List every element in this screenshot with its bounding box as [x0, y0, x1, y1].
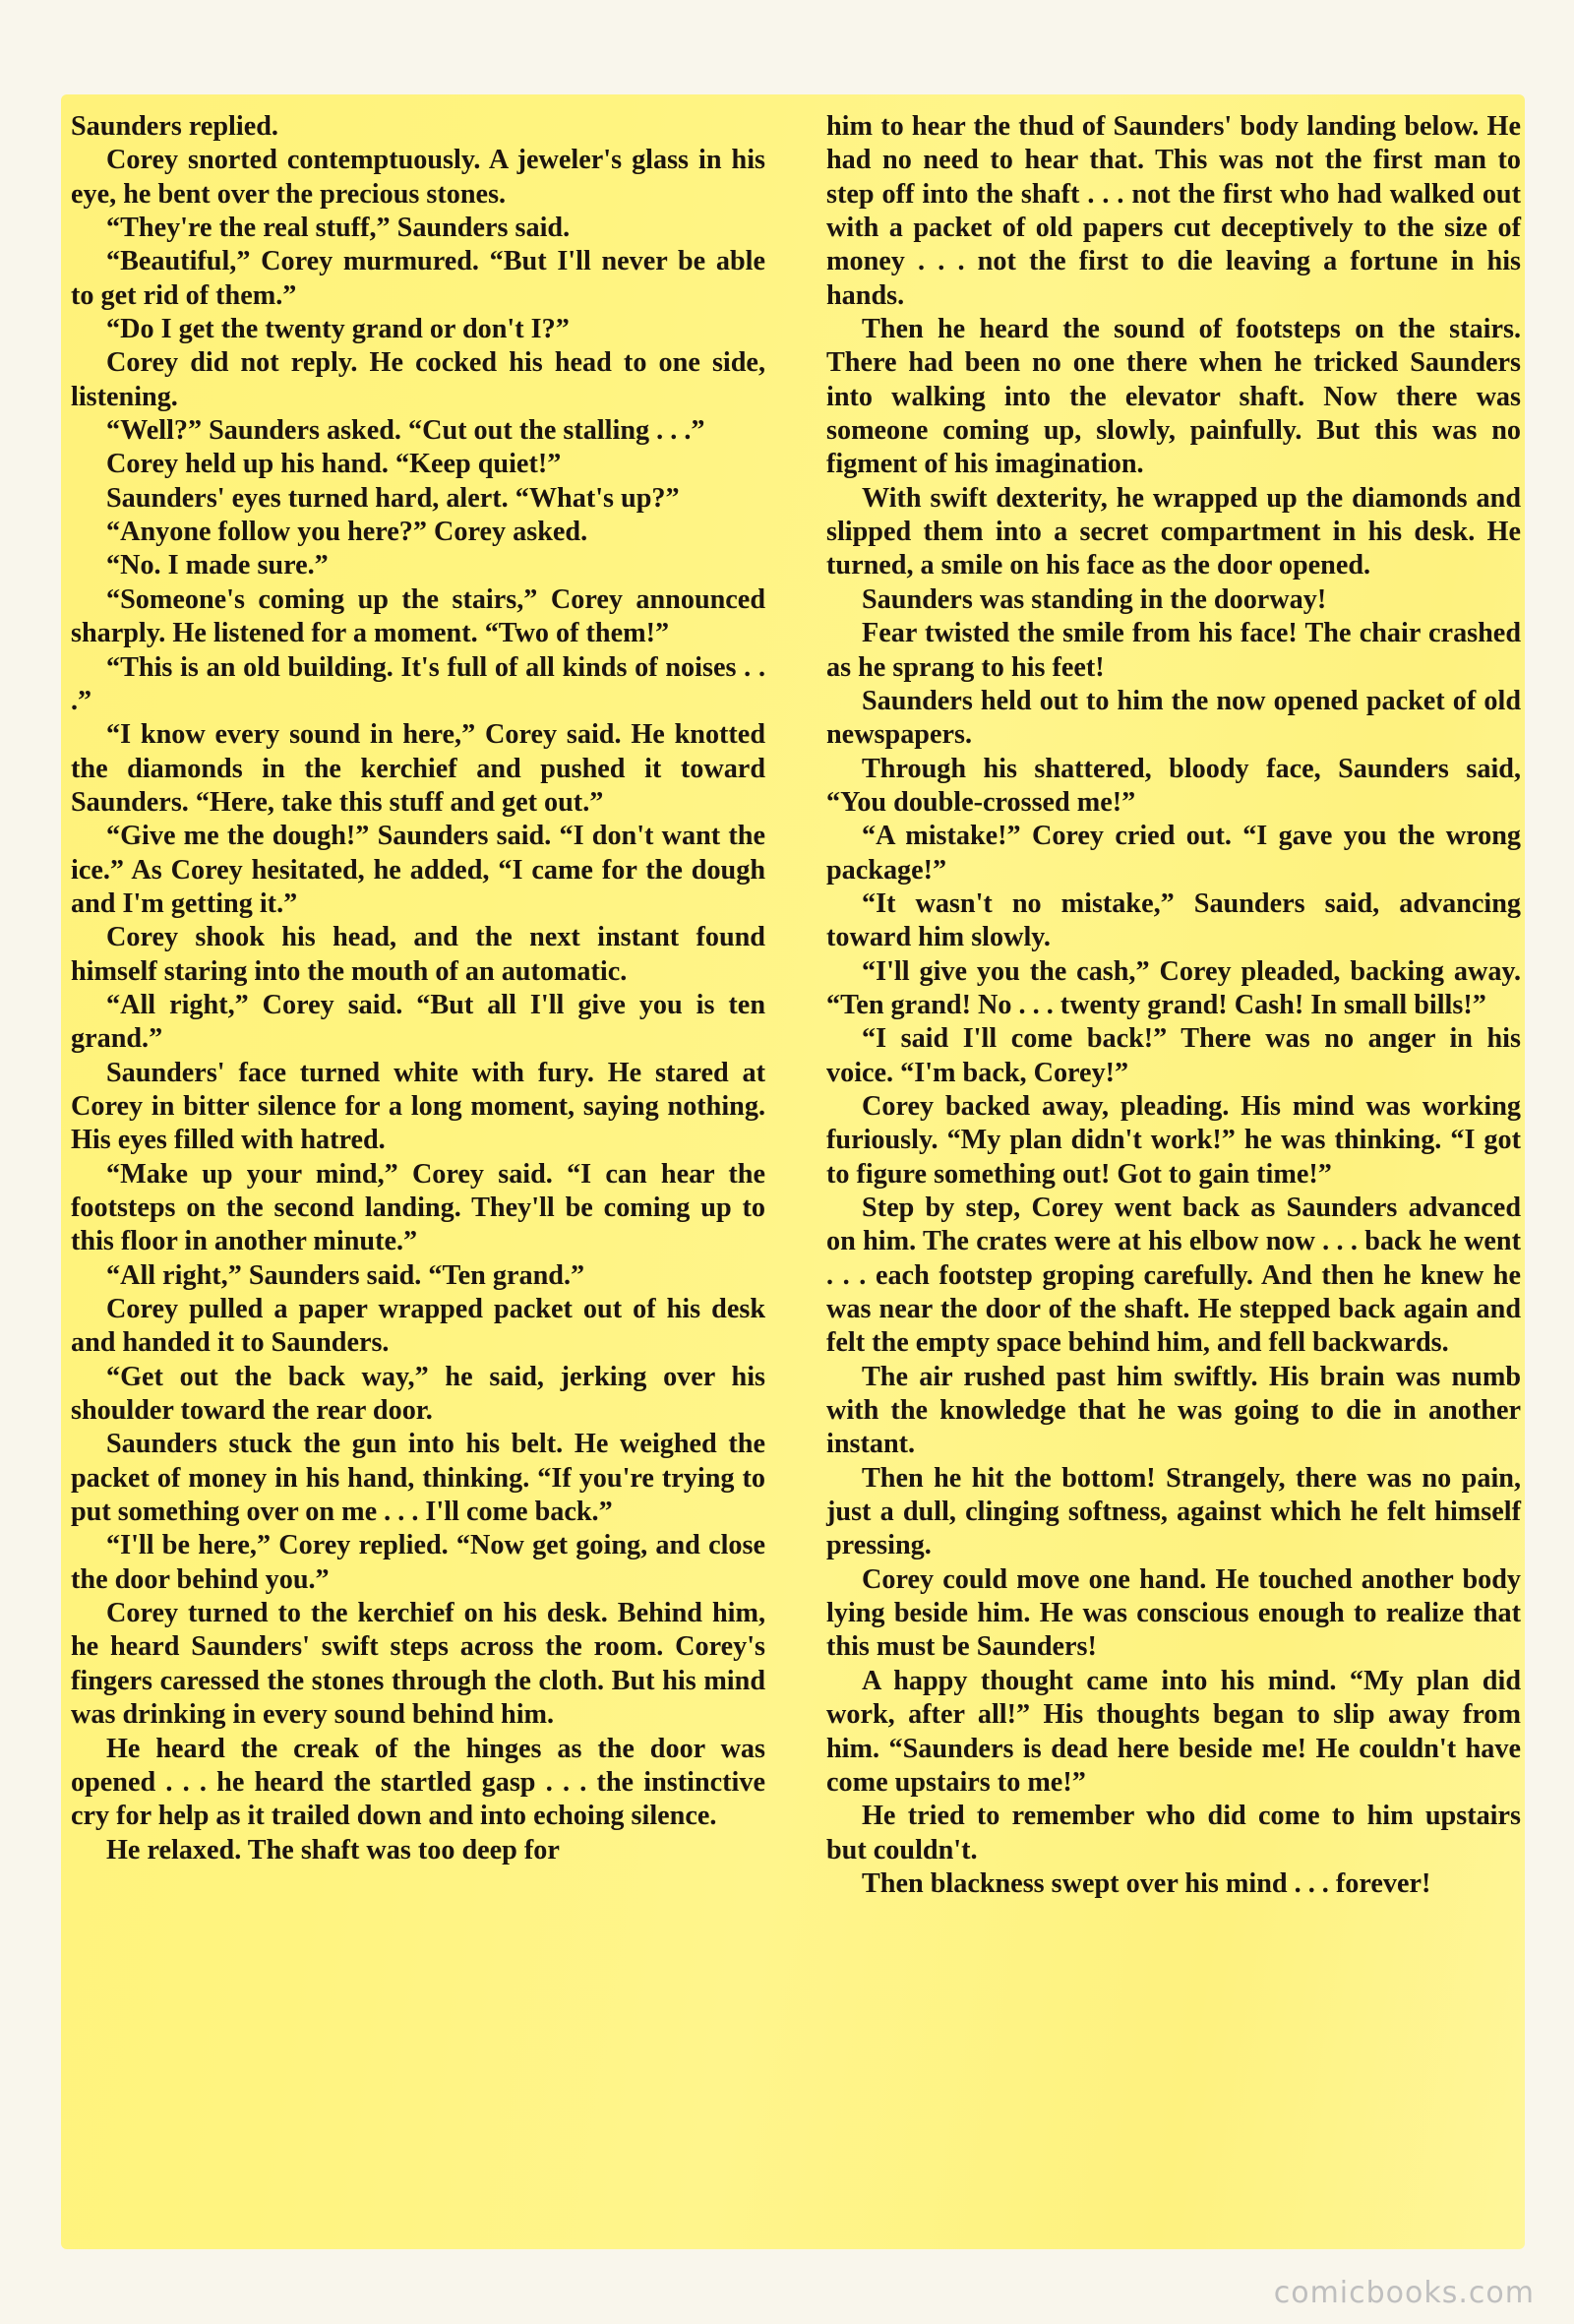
paragraph: He relaxed. The shaft was too deep for	[106, 1834, 560, 1865]
paragraph: Corey pulled a paper wrapped packet out of his desk and handed it to Saunders.	[71, 1294, 765, 1359]
paragraph: Saunders stuck the gun into his belt. He weighed the packet of money in his hand, thinking. “If you're trying to put something over on me . . . I'll come back.”	[71, 1429, 765, 1528]
paragraph: Then blackness swept over his mind . . . forever!	[862, 1867, 1431, 1899]
watermark: comicbooks.com	[1273, 2276, 1535, 2310]
paragraph: “A mistake!” Corey cried out. “I gave you the wrong package!”	[826, 821, 1521, 886]
paragraph: He tried to remember who did come to him upstairs but couldn't.	[826, 1801, 1521, 1865]
left-text-column	[71, 110, 765, 1867]
paragraph: Saunders replied.	[71, 111, 278, 142]
paragraph: “It wasn't no mistake,” Saunders said, advancing toward him slowly.	[826, 887, 1521, 953]
paragraph: “I said I'll come back!” There was no anger in his voice. “I'm back, Corey!”	[826, 1023, 1521, 1088]
paragraph: Step by step, Corey went back as Saunders advanced on him. The crates were at his elbow now . . . back he went . . . each footstep groping carefully. And then he knew he was near the door of the shaft. He stepped back again and felt the empty space behind him, and fell backwards.	[826, 1193, 1521, 1359]
paragraph: The air rushed past him swiftly. His brain was numb with the knowledge that he was going to die in another instant.	[826, 1361, 1521, 1460]
paragraph: “All right,” Saunders said. “Ten grand.”	[106, 1259, 585, 1291]
paragraph: Fear twisted the smile from his face! The chair crashed as he sprang to his feet!	[826, 618, 1521, 683]
paragraph: With swift dexterity, he wrapped up the diamonds and slipped them into a secret compartment in his desk. He turned, a smile on his face as the door opened.	[826, 482, 1521, 581]
paragraph: “I'll give you the cash,” Corey pleaded, backing away. “Ten grand! No . . . twenty grand! Cash! In small bills!”	[826, 955, 1521, 1020]
paragraph: He heard the creak of the hinges as the door was opened . . . he heard the startled gasp . . . the instinctive cry for help as it trailed down and into echoing silence.	[71, 1733, 765, 1832]
paragraph: Corey held up his hand. “Keep quiet!”	[106, 449, 562, 480]
paragraph: “Give me the dough!” Saunders said. “I don't want the ice.” As Corey hesitated, he added, “I came for the dough and I'm getting it.”	[71, 821, 765, 919]
paragraph: “Someone's coming up the stairs,” Corey announced sharply. He listened for a moment. “Two of them!”	[71, 583, 765, 649]
paragraph: Corey did not reply. He cocked his head to one side, listening.	[71, 347, 765, 412]
right-text-column	[826, 110, 1521, 1901]
paragraph: Saunders held out to him the now opened packet of old newspapers.	[826, 685, 1521, 751]
paragraph: Corey shook his head, and the next instant found himself staring into the mouth of an automatic.	[71, 922, 765, 987]
paragraph: “Beautiful,” Corey murmured. “But I'll never be able to get rid of them.”	[71, 246, 765, 311]
paragraph: Saunders' eyes turned hard, alert. “What's up?”	[106, 482, 680, 514]
paragraph: Corey snorted contemptuously. A jeweler's glass in his eye, he bent over the precious stones.	[71, 145, 765, 210]
paragraph: Corey could move one hand. He touched another body lying beside him. He was conscious enough to realize that this must be Saunders!	[826, 1563, 1521, 1663]
paragraph: Saunders was standing in the doorway!	[862, 583, 1327, 615]
paragraph: Saunders' face turned white with fury. He stared at Corey in bitter silence for a long moment, saying nothing. His eyes filled with hatred.	[71, 1057, 765, 1156]
paragraph: “They're the real stuff,” Saunders said.	[106, 213, 571, 244]
paragraph: “This is an old building. It's full of all kinds of noises . . .”	[71, 651, 765, 716]
paragraph: “Do I get the twenty grand or don't I?”	[106, 314, 570, 345]
paragraph: “I'll be here,” Corey replied. “Now get going, and close the door behind you.”	[71, 1530, 765, 1595]
paragraph: “No. I made sure.”	[106, 550, 329, 581]
paragraph: “Well?” Saunders asked. “Cut out the stalling . . .”	[106, 415, 705, 447]
paragraph: “Make up your mind,” Corey said. “I can hear the footsteps on the second landing. They'll be coming up to this floor in another minute.”	[71, 1158, 765, 1257]
paragraph: “All right,” Corey said. “But all I'll give you is ten grand.”	[71, 989, 765, 1055]
paragraph: Through his shattered, bloody face, Saunders said, “You double-crossed me!”	[826, 753, 1521, 818]
paragraph: “Anyone follow you here?” Corey asked.	[106, 517, 588, 548]
paragraph: Then he hit the bottom! Strangely, there was no pain, just a dull, clinging softness, against which he felt himself pressing.	[826, 1462, 1521, 1561]
paragraph: Corey backed away, pleading. His mind was working furiously. “My plan didn't work!” he was thinking. “I got to figure something out! Got to gain time!”	[826, 1090, 1521, 1190]
paragraph: A happy thought came into his mind. “My plan did work, after all!” His thoughts began to slip away from him. “Saunders is dead here beside me! He couldn't have come upstairs to me!”	[826, 1665, 1521, 1798]
paragraph: “I know every sound in here,” Corey said. He knotted the diamonds in the kerchief and pushed it toward Saunders. “Here, take this stuff and get out.”	[71, 719, 765, 818]
paragraph: him to hear the thud of Saunders' body landing below. He had no need to hear that. This was not the first man to step off into the shaft . . . not the first who had walked out with a packet of old papers cut deceptively to the size of money . . . not the first to die leaving a fortune in his hands.	[826, 111, 1521, 311]
paragraph: Corey turned to the kerchief on his desk. Behind him, he heard Saunders' swift steps across the room. Corey's fingers caressed the stones through the cloth. But his mind was drinking in every sound behind him.	[71, 1598, 765, 1731]
paragraph: “Get out the back way,” he said, jerking over his shoulder toward the rear door.	[71, 1361, 765, 1427]
paragraph: Then he heard the sound of footsteps on the stairs. There had been no one there when he tricked Saunders into walking into the elevator shaft. Now there was someone coming up, slowly, painfully. But this was no figment of his imagination.	[826, 314, 1521, 480]
